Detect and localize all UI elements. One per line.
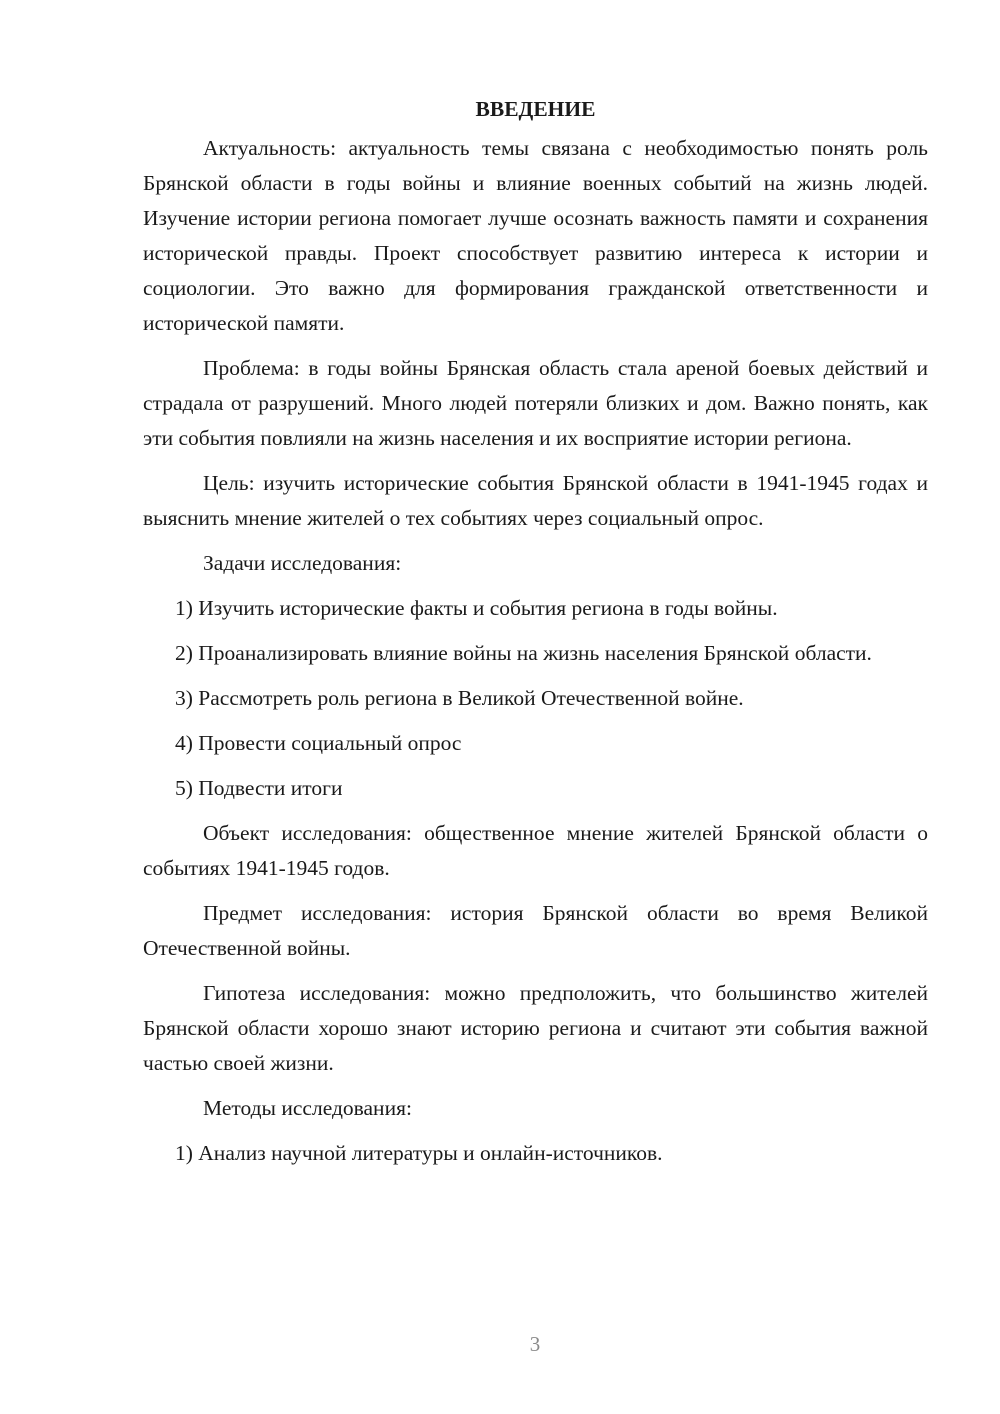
task-item: 3) Рассмотреть роль региона в Великой Отечественной войне. [175, 686, 744, 710]
subject-paragraph: Предмет исследования: история Брянской области во время Великой Отечественной войны. [143, 901, 928, 960]
hypothesis-paragraph: Гипотеза исследования: можно предположить, что большинство жителей Брянской области хорошо знают историю региона и считают эти события важной частью своей жизни. [143, 981, 928, 1075]
object-paragraph: Объект исследования: общественное мнение жителей Брянской области о событиях 1941-1945 годов. [143, 821, 928, 880]
task-item: 4) Провести социальный опрос [175, 731, 462, 755]
task-item: 1) Изучить исторические факты и события региона в годы войны. [175, 596, 778, 620]
relevance-paragraph: Актуальность: актуальность темы связана с необходимостью понять роль Брянской области в годы войны и влияние военных событий на жизнь людей. Изучение истории региона помогает лучше осознать важность памяти и сохранения исторической правды. Проект способствует развитию интереса к истории и социологии. Это важно для формирования гражданской ответственности и исторической памяти. [143, 136, 928, 335]
method-item: 1) Анализ научной литературы и онлайн-источников. [175, 1141, 663, 1165]
page-number: 3 [529, 1332, 541, 1356]
task-item: 2) Проанализировать влияние войны на жизнь населения Брянской области. [175, 641, 872, 665]
page-content [143, 92, 928, 1181]
tasks-heading: Задачи исследования: [203, 551, 402, 575]
task-item: 5) Подвести итоги [175, 776, 343, 800]
problem-paragraph: Проблема: в годы войны Брянская область стала ареной боевых действий и страдала от разрушений. Много людей потеряли близких и дом. Важно понять, как эти события повлияли на жизнь населения и их восприятие истории региона. [143, 356, 928, 450]
methods-heading: Методы исследования: [203, 1096, 412, 1120]
section-title: ВВЕДЕНИЕ [475, 97, 596, 121]
goal-paragraph: Цель: изучить исторические события Брянской области в 1941-1945 годах и выяснить мнение жителей о тех событиях через социальный опрос. [143, 471, 928, 530]
